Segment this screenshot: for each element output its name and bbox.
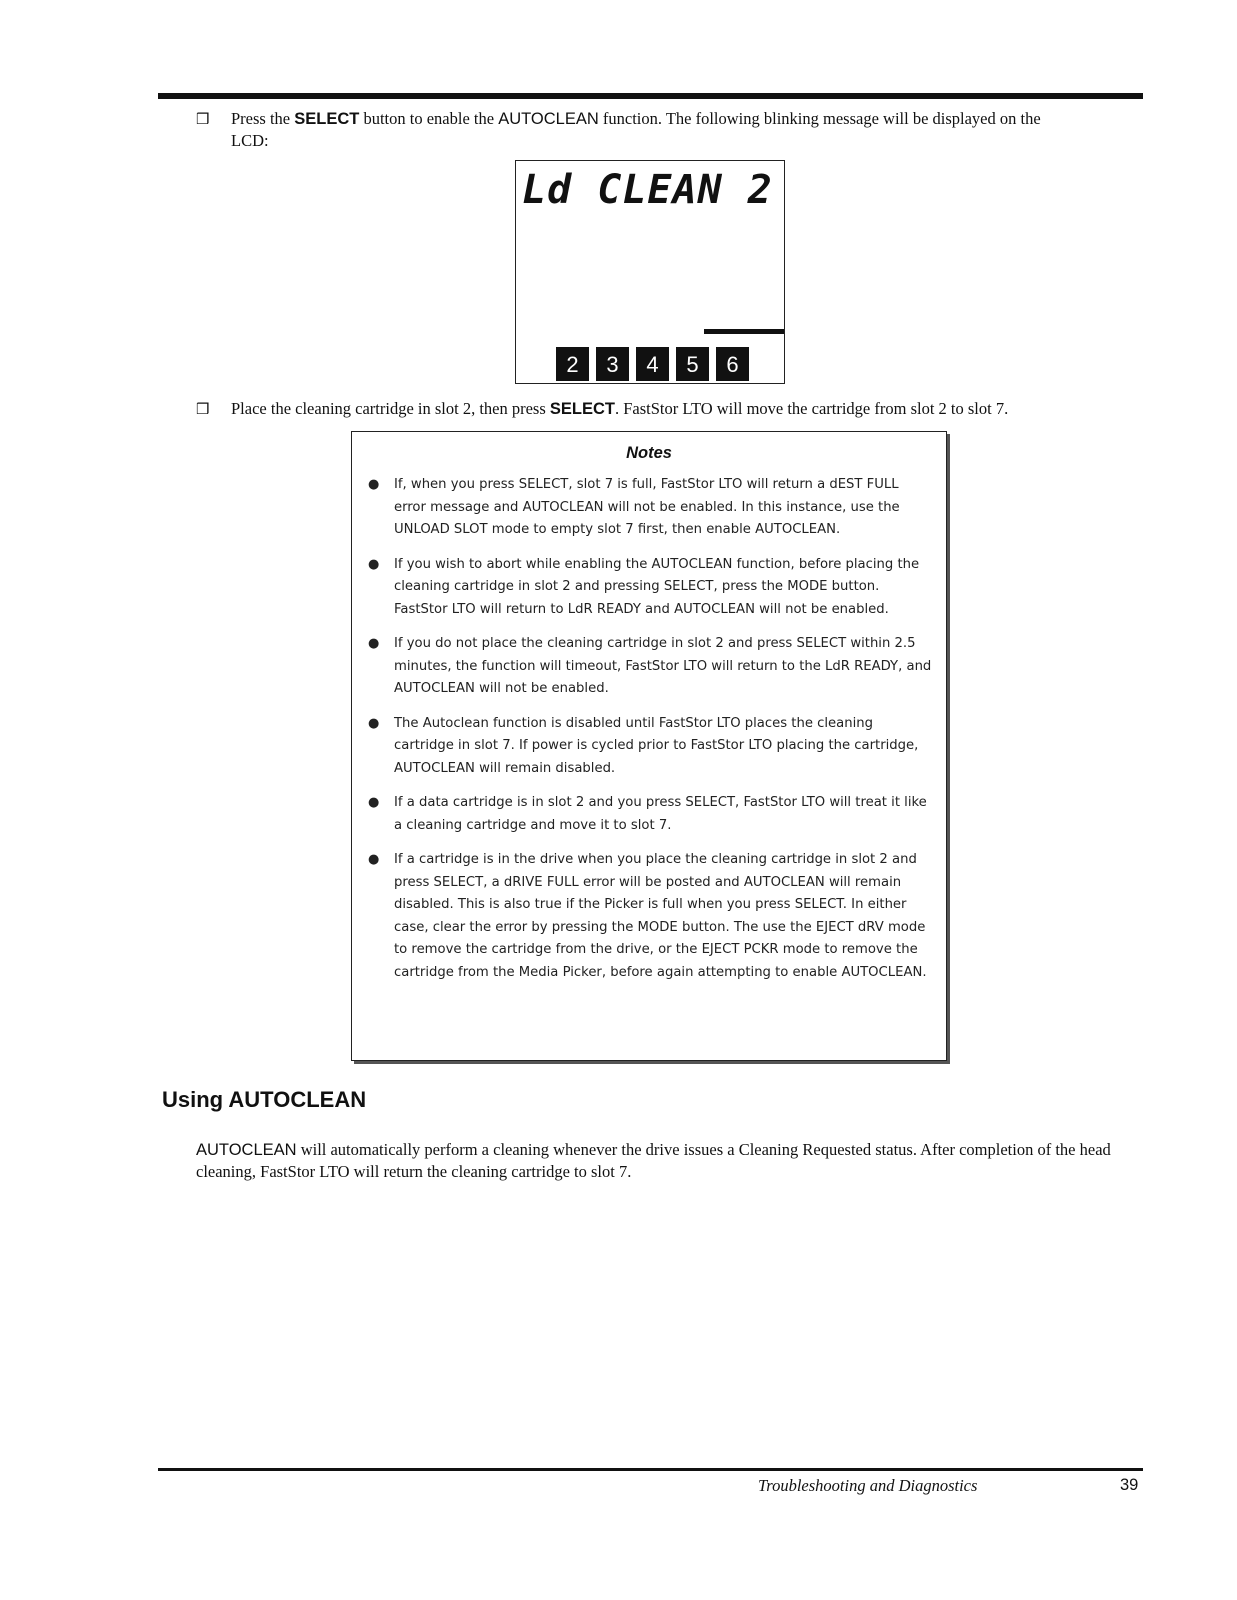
page-number: 39 xyxy=(1120,1476,1139,1494)
notes-title: Notes xyxy=(626,444,672,462)
lcd-message: Ld CLEAN 2 xyxy=(522,167,773,213)
autoclean-keyword: AUTOCLEAN xyxy=(498,110,599,128)
select-keyword: SELECT xyxy=(549,400,615,418)
step-text: Press the SELECT button to enable the AUTOCLEAN function. The following blinking message will be displayed on the LCD: xyxy=(231,109,1041,150)
lcd-indicator-bar xyxy=(704,329,784,334)
autoclean-keyword: AUTOCLEAN xyxy=(196,1141,297,1159)
bullet-icon: ● xyxy=(368,636,380,651)
slot-indicator: 4 xyxy=(636,347,669,381)
bottom-rule xyxy=(158,1468,1143,1471)
step-select-autoclean xyxy=(196,108,1126,151)
notes-box xyxy=(351,431,947,1061)
footer-chapter-title: Troubleshooting and Diagnostics xyxy=(758,1476,978,1495)
step-text: Place the cleaning cartridge in slot 2, then press SELECT. FastStor LTO will move the cartridge from slot 2 to slot 7. xyxy=(231,399,1009,418)
bullet-icon: ● xyxy=(368,477,380,492)
top-rule xyxy=(158,93,1143,99)
bullet-icon: ● xyxy=(368,556,380,572)
slot-indicator: 3 xyxy=(596,347,629,381)
note-item: ● If a data cartridge is in slot 2 and you press SELECT, FastStor LTO will treat it like a cleaning cartridge and move it to slot 7. xyxy=(366,792,932,837)
note-item: ● If a cartridge is in the drive when you place the cleaning cartridge in slot 2 and press SELECT, a dRIVE FULL error will be posted and AUTOCLEAN will remain disabled. This is also true if the Picker is full when you press SELECT. In either case, clear the error by pressing the MODE button. The use the EJECT dRV mode to remove the cartridge from the drive, or the EJECT PCKR mode to remove the cartridge from the Media Picker, before again attempting to enable AUTOCLEAN. xyxy=(366,849,932,984)
note-item: ● If, when you press SELECT, slot 7 is full, FastStor LTO will return a dEST FULL error message and AUTOCLEAN will not be enabled. In this instance, use the UNLOAD SLOT mode to empty slot 7 first, then enable AUTOCLEAN. xyxy=(366,474,932,542)
note-item: ● If you do not place the cleaning cartridge in slot 2 and press SELECT within 2.5 minutes, the function will timeout, FastStor LTO will return to the LdR READY, and AUTOCLEAN will not be enabled. xyxy=(366,633,932,701)
note-item: ● If you wish to abort while enabling the AUTOCLEAN function, before placing the cleaning cartridge in slot 2 and pressing SELECT, press the MODE button. FastStor LTO will return to LdR READY and AUTOCLEAN will not be enabled. xyxy=(366,554,932,622)
bullet-icon: ● xyxy=(368,795,380,810)
checkbox-bullet-icon: ❒ xyxy=(196,110,210,128)
slot-indicator: 5 xyxy=(676,347,709,381)
step-place-cartridge xyxy=(196,398,1126,420)
bullet-icon: ● xyxy=(368,852,380,867)
select-keyword: SELECT xyxy=(294,110,360,128)
bullet-icon: ● xyxy=(368,715,380,731)
checkbox-bullet-icon: ❒ xyxy=(196,400,210,418)
section-paragraph: AUTOCLEAN will automatically perform a cleaning whenever the drive issues a Cleaning Requested status. After completion of the head cleaning, FastStor LTO will return the cleaning cartridge to slot 7. xyxy=(196,1140,1111,1181)
slot-indicator: 2 xyxy=(556,347,589,381)
lcd-display xyxy=(515,160,785,384)
note-item: ● The Autoclean function is disabled until FastStor LTO places the cleaning cartridge in slot 7. If power is cycled prior to FastStor LTO placing the cartridge, AUTOCLEAN will remain disabled. xyxy=(366,713,932,781)
section-heading: Using AUTOCLEAN xyxy=(162,1087,367,1112)
lcd-slot-indicators xyxy=(556,347,749,381)
slot-indicator: 6 xyxy=(716,347,749,381)
notes-list xyxy=(352,474,946,984)
